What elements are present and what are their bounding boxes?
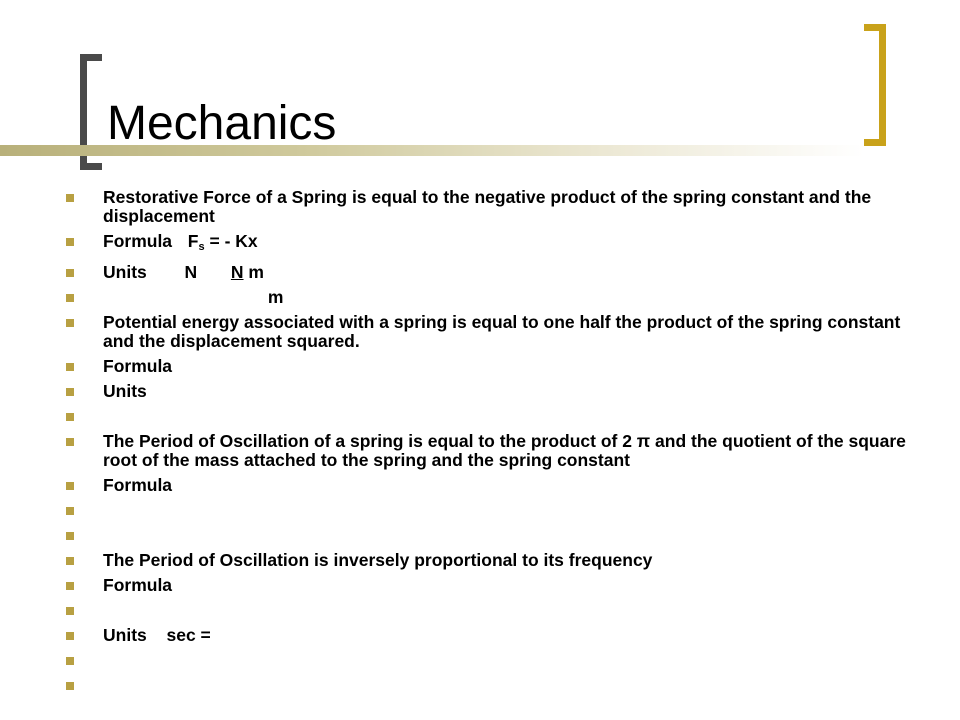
list-item bbox=[66, 407, 916, 426]
bullet-text: The Period of Oscillation of a spring is equal to the product of 2 π and the quotient of the square root of the mass attached to the spring and the spring constant bbox=[103, 431, 906, 470]
unit-newton-numerator: N bbox=[230, 262, 244, 282]
bullet-square-icon bbox=[66, 269, 74, 277]
bullet-square-icon bbox=[66, 319, 74, 327]
list-item bbox=[66, 288, 916, 307]
list-item bbox=[66, 382, 916, 401]
unit-meter-denominator: m bbox=[267, 287, 284, 307]
list-item bbox=[66, 601, 916, 620]
list-item bbox=[66, 526, 916, 545]
list-item bbox=[66, 501, 916, 520]
bullet-text: Restorative Force of a Spring is equal to the negative product of the spring constant and the displacement bbox=[103, 187, 872, 226]
list-item bbox=[66, 188, 916, 226]
right-bracket-decoration bbox=[864, 24, 886, 146]
list-item bbox=[66, 232, 916, 257]
formula-force-symbol: F bbox=[187, 231, 199, 251]
bullet-square-icon bbox=[66, 363, 74, 371]
bullet-square-icon bbox=[66, 557, 74, 565]
bullet-list bbox=[66, 188, 916, 701]
list-item bbox=[66, 626, 916, 645]
bullet-label: Units bbox=[103, 625, 147, 645]
bullet-square-icon bbox=[66, 632, 74, 640]
slide-title: Mechanics bbox=[107, 97, 337, 150]
bullet-text: The Period of Oscillation is inversely proportional to its frequency bbox=[103, 550, 653, 570]
list-item bbox=[66, 313, 916, 351]
bullet-square-icon bbox=[66, 582, 74, 590]
bullet-text: Formula bbox=[103, 475, 173, 495]
bullet-square-icon bbox=[66, 607, 74, 615]
bullet-square-icon bbox=[66, 482, 74, 490]
bullet-square-icon bbox=[66, 532, 74, 540]
bullet-square-icon bbox=[66, 388, 74, 396]
list-item bbox=[66, 651, 916, 670]
formula-subscript: s bbox=[198, 241, 205, 253]
bullet-text: Formula bbox=[103, 575, 173, 595]
unit-meter: m bbox=[248, 262, 264, 282]
bullet-square-icon bbox=[66, 238, 74, 246]
list-item bbox=[66, 357, 916, 376]
unit-newton: N bbox=[184, 262, 198, 282]
list-item bbox=[66, 676, 916, 695]
list-item bbox=[66, 263, 916, 282]
list-item bbox=[66, 551, 916, 570]
list-item bbox=[66, 432, 916, 470]
bullet-square-icon bbox=[66, 507, 74, 515]
bullet-square-icon bbox=[66, 294, 74, 302]
bullet-square-icon bbox=[66, 194, 74, 202]
bullet-square-icon bbox=[66, 657, 74, 665]
list-item bbox=[66, 476, 916, 495]
bullet-label: Units bbox=[103, 262, 147, 282]
bullet-label: Formula bbox=[103, 231, 173, 251]
bullet-square-icon bbox=[66, 413, 74, 421]
formula-expression: = - Kx bbox=[209, 231, 258, 251]
bullet-text: Potential energy associated with a spring is equal to one half the product of the spring constant and the displacement squared. bbox=[103, 312, 901, 351]
bullet-square-icon bbox=[66, 682, 74, 690]
bullet-text: Formula bbox=[103, 356, 173, 376]
bullet-text: Units bbox=[103, 381, 147, 401]
bullet-square-icon bbox=[66, 438, 74, 446]
list-item bbox=[66, 576, 916, 595]
unit-seconds: sec = bbox=[166, 625, 211, 645]
